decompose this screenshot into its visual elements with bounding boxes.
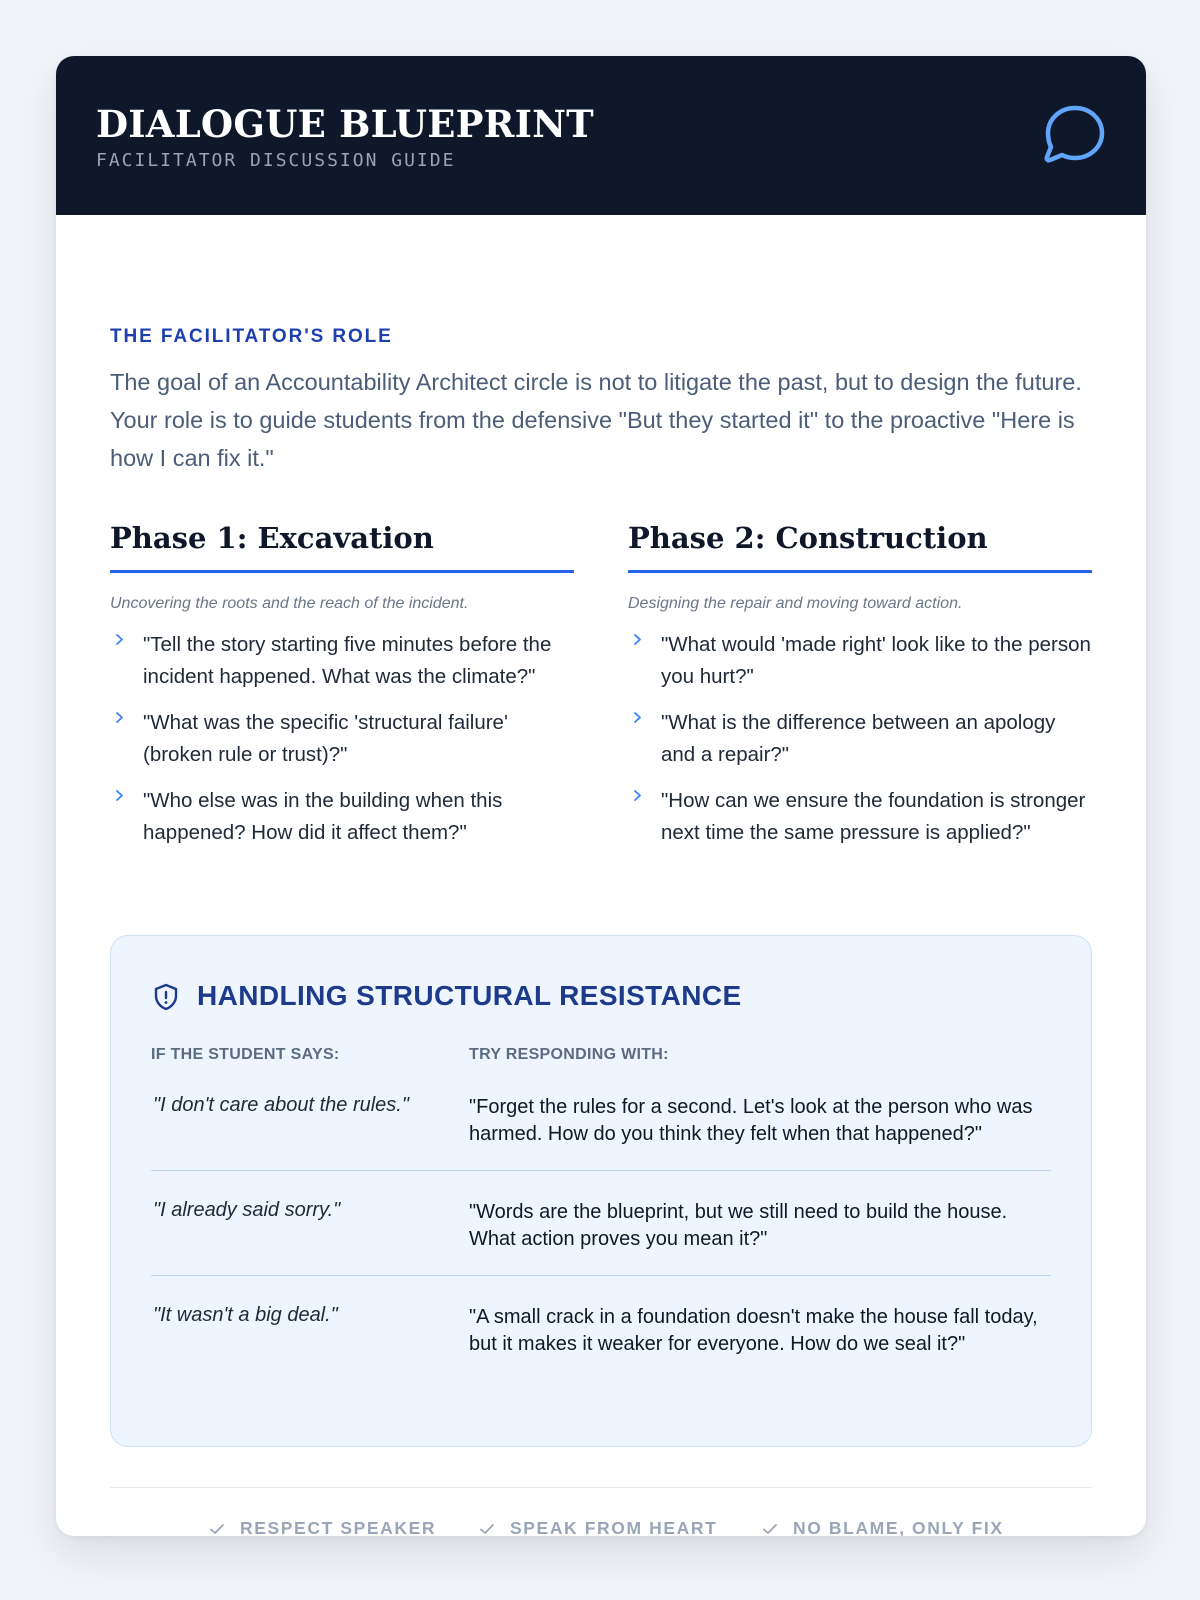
- chevron-right-icon: [631, 629, 645, 649]
- guide-card: [56, 56, 1146, 1536]
- question-text: "What was the specific 'structural failure' (broken rule or trust)?": [143, 711, 508, 766]
- list-item: [628, 707, 1092, 771]
- student-says: "I don't care about the rules.": [153, 1094, 409, 1116]
- tenet-label: NO BLAME, ONLY FIX: [793, 1518, 1004, 1536]
- student-says: "It wasn't a big deal.": [153, 1304, 338, 1326]
- phase-1: [110, 521, 574, 863]
- list-item: [110, 785, 574, 849]
- suggested-reply: "Words are the blueprint, but we still need to build the house. What action proves you mean it?": [469, 1201, 1008, 1250]
- footer-tenets: [110, 1487, 1092, 1536]
- question-list: [628, 629, 1092, 849]
- tenet-item: [510, 1518, 717, 1536]
- check-icon: [208, 1520, 226, 1536]
- chevron-right-icon: [113, 707, 127, 727]
- question-text: "What would 'made right' look like to the person you hurt?": [661, 633, 1091, 688]
- phase-description: Uncovering the roots and the reach of the incident.: [110, 595, 469, 612]
- question-list: [110, 629, 574, 849]
- column-header-reply: TRY RESPONDING WITH:: [469, 1046, 669, 1063]
- header-banner: [56, 56, 1146, 215]
- chevron-right-icon: [631, 707, 645, 727]
- question-text: "What is the difference between an apology and a repair?": [661, 711, 1056, 766]
- column-header-says: IF THE STUDENT SAYS:: [151, 1046, 340, 1063]
- tenet-label: SPEAK FROM HEART: [510, 1518, 718, 1536]
- table-row: [151, 1171, 1051, 1276]
- question-text: "How can we ensure the foundation is stronger next time the same pressure is applied?": [661, 789, 1086, 844]
- suggested-reply: "A small crack in a foundation doesn't make the house fall today, but it makes it weaker for everyone. How do we seal it?": [469, 1306, 1038, 1355]
- list-item: [110, 629, 574, 693]
- phase-description: Designing the repair and moving toward action.: [628, 595, 963, 612]
- resistance-table: [151, 1086, 1051, 1380]
- list-item: [628, 629, 1092, 693]
- shield-alert-icon: [151, 982, 181, 1012]
- resistance-panel: [110, 935, 1092, 1447]
- question-text: "Who else was in the building when this happened? How did it affect them?": [143, 789, 503, 844]
- speech-bubble-icon: [1042, 102, 1108, 168]
- page-subtitle: FACILITATOR DISCUSSION GUIDE: [96, 150, 456, 171]
- chevron-right-icon: [631, 785, 645, 805]
- check-icon: [478, 1520, 496, 1536]
- list-item: [628, 785, 1092, 849]
- list-item: [110, 707, 574, 771]
- tenet-item: [793, 1518, 1004, 1536]
- page-title: DIALOGUE BLUEPRINT: [96, 102, 594, 146]
- role-label: THE FACILITATOR'S ROLE: [110, 326, 393, 347]
- check-icon: [761, 1520, 779, 1536]
- chevron-right-icon: [113, 785, 127, 805]
- phase-title: Phase 1: Excavation: [110, 521, 574, 573]
- tenet-label: RESPECT SPEAKER: [240, 1518, 437, 1536]
- chevron-right-icon: [113, 629, 127, 649]
- phase-title: Phase 2: Construction: [628, 521, 1092, 573]
- question-text: "Tell the story starting five minutes before the incident happened. What was the climate?": [143, 633, 552, 688]
- student-says: "I already said sorry.": [153, 1199, 341, 1221]
- role-text: The goal of an Accountability Architect circle is not to litigate the past, but to design the future. Your role is to guide students from the defensive "But they started it" to the proactive "Here is how I can fix it.": [110, 369, 1082, 471]
- table-row: [151, 1086, 1051, 1171]
- tenet-item: [240, 1518, 436, 1536]
- table-row: [151, 1276, 1051, 1380]
- resistance-title: HANDLING STRUCTURAL RESISTANCE: [197, 980, 742, 1011]
- suggested-reply: "Forget the rules for a second. Let's look at the person who was harmed. How do you think they felt when that happened?": [469, 1096, 1033, 1145]
- phase-2: [628, 521, 1092, 863]
